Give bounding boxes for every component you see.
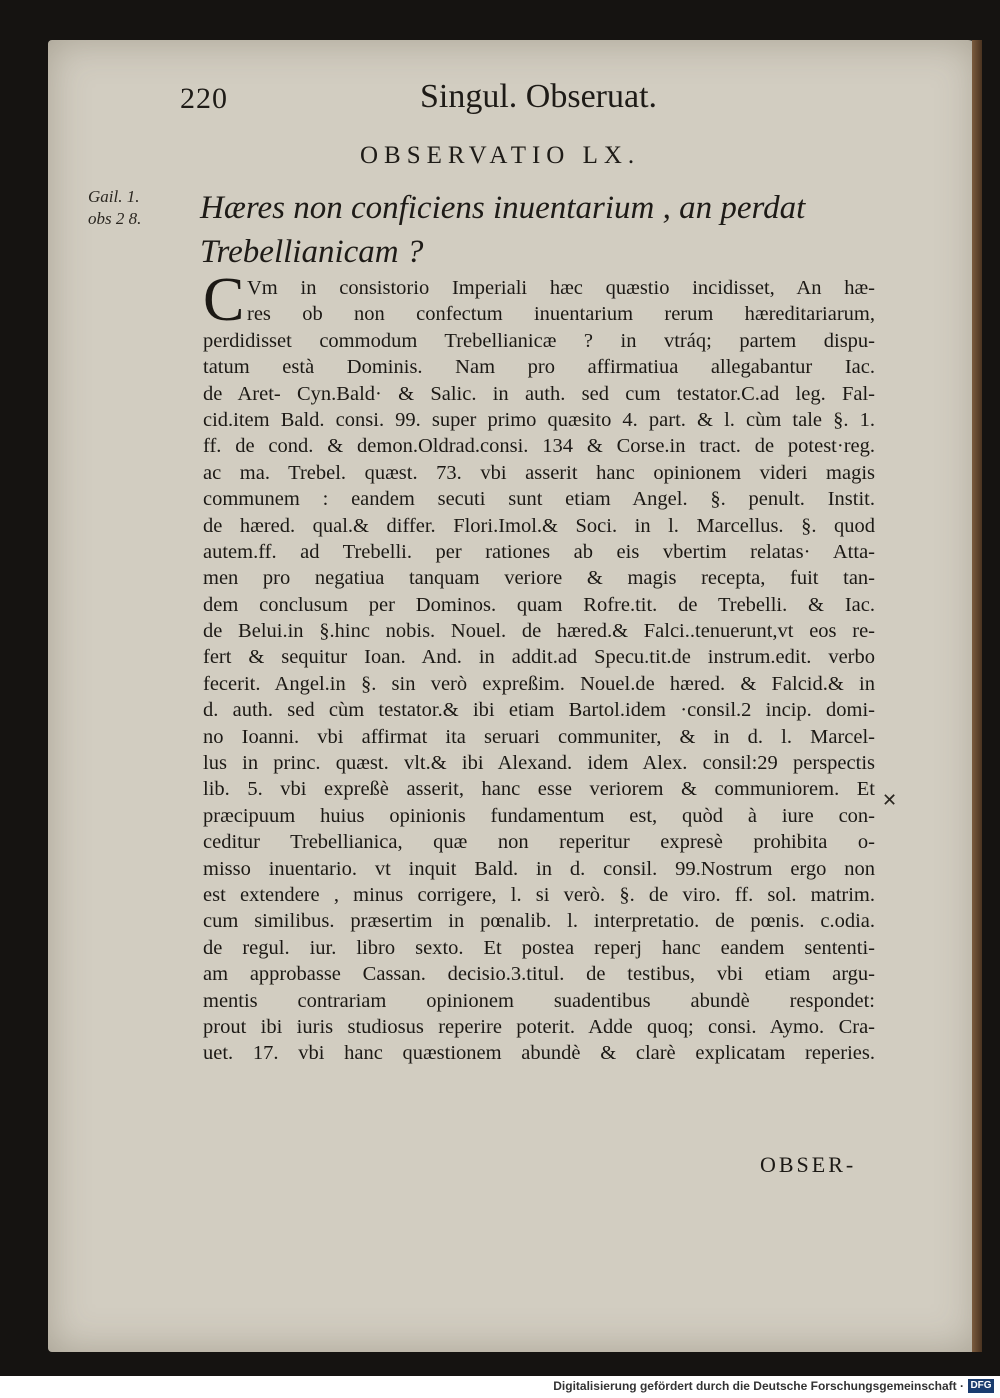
body-line: prout ibi iuris studiosus reperire poterit. Adde quoq; consi. Aymo. Cra-: [203, 1015, 875, 1038]
body-line: misso inuentario. vt inquit Bald. in d. consil. 99.Nostrum ergo non: [203, 857, 875, 880]
body-line: autem.ff. ad Trebelli. per rationes ab eis vbertim relatas· Atta-: [203, 540, 875, 563]
body-line: ac ma. Trebel. quæst. 73. vbi asserit hanc opinionem videri magis: [203, 461, 875, 484]
body-line: lib. 5. vbi expreßè asserit, hanc esse veriorem & communiorem. Et: [203, 778, 875, 801]
body-line: de regul. iur. libro sexto. Et postea reperj hanc eandem sententi-: [203, 936, 875, 959]
marginal-note-line: Gail. 1.: [88, 187, 140, 206]
section-title: [200, 186, 870, 274]
observation-heading: OBSERVATIO LX.: [360, 142, 641, 169]
body-line: præcipuum huius opinionis fundamentum est, quòd à iure con-: [203, 804, 875, 827]
body-line: de hæred. qual.& differ. Flori.Imol.& Soci. in l. Marcellus. §. quod: [203, 514, 875, 537]
body-line: res ob non confectum inuentarium rerum hæreditariarum,: [247, 303, 875, 326]
body-line: mentis contrariam opinionem suadentibus abundè respondet:: [203, 989, 875, 1012]
body-line: ceditur Trebellianica, quæ non reperitur expresè prohibita o-: [203, 831, 875, 854]
drop-cap: C: [203, 266, 245, 334]
body-line: d. auth. sed cùm testator.& ibi etiam Bartol.idem ·consil.2 incip. domi-: [203, 699, 875, 722]
body-line: ff. de cond. & demon.Oldrad.consi. 134 & Corse.in tract. de potest·reg.: [203, 435, 875, 458]
marginal-note: [88, 186, 168, 230]
running-title: Singul. Obseruat.: [420, 78, 658, 115]
dfg-logo: DFG: [968, 1379, 994, 1393]
section-title-line: Hæres non conficiens inuentarium , an perdat: [200, 190, 806, 226]
body-line: am approbasse Cassan. decisio.3.titul. de testibus, vbi etiam argu-: [203, 963, 875, 986]
body-line: communem : eandem secuti sunt etiam Angel. §. penult. Instit.: [203, 488, 875, 511]
body-line: de Belui.in §.hinc nobis. Nouel. de hæred.& Falci..tenuerunt,vt eos re-: [203, 620, 875, 643]
body-line: tatum està Dominis. Nam pro affirmatiua allegabantur Iac.: [203, 356, 875, 379]
body-line: Vm in consistorio Imperiali hæc quæstio incidisset, An hæ-: [247, 277, 875, 299]
page-edge: [972, 40, 982, 1352]
body-line: dem conclusum per Dominos. quam Rofre.tit. de Trebelli. & Iac.: [203, 593, 875, 616]
section-title-line: Trebellianicam ?: [200, 234, 424, 270]
footer-bar: [0, 1376, 1000, 1398]
marginal-note-line: obs 2 8.: [88, 209, 142, 228]
body-line: cum similibus. præsertim in pœnalib. l. interpretatio. de pœnis. c.odia.: [203, 910, 875, 933]
body-line: no Ioanni. vbi affirmat ita seruari communiter, & in d. l. Marcel-: [203, 725, 875, 748]
page-header: [180, 78, 700, 128]
body-line: fert & sequitur Ioan. And. in addit.ad Specu.tit.de instrum.edit. verbo: [203, 646, 875, 669]
body-line: men pro negatiua tanquam veriore & magis recepta, fuit tan-: [203, 567, 875, 590]
body-line: est extendere , minus corrigere, l. si verò. §. de viro. ff. sol. matrim.: [203, 883, 875, 906]
page-number: 220: [180, 82, 228, 115]
body-line: lus in princ. quæst. vlt.& ibi Alexand. idem Alex. consil:29 perspectis: [203, 752, 875, 775]
body-line: fecerit. Angel.in §. sin verò expreßim. Nouel.de hæred. & Falcid.& in: [203, 672, 875, 695]
margin-mark: ✕: [882, 790, 898, 810]
catchword: OBSER-: [760, 1152, 857, 1177]
body-line: de Aret- Cyn.Bald· & Salic. in auth. sed cum testator.C.ad leg. Fal-: [203, 382, 875, 405]
funding-credit: Digitalisierung gefördert durch die Deutsche Forschungsgemeinschaft ·: [553, 1379, 964, 1393]
body-line: perdidisset commodum Trebellianicæ ? in vtráq; partem dispu-: [203, 329, 875, 352]
body-line: uet. 17. vbi hanc quæstionem abundè & clarè explicatam reperies.: [203, 1042, 875, 1065]
body-line: cid.item Bald. consi. 99. super primo quæsito 4. part. & l. cùm tale §. 1.: [203, 408, 875, 431]
body-text: [203, 275, 875, 1067]
